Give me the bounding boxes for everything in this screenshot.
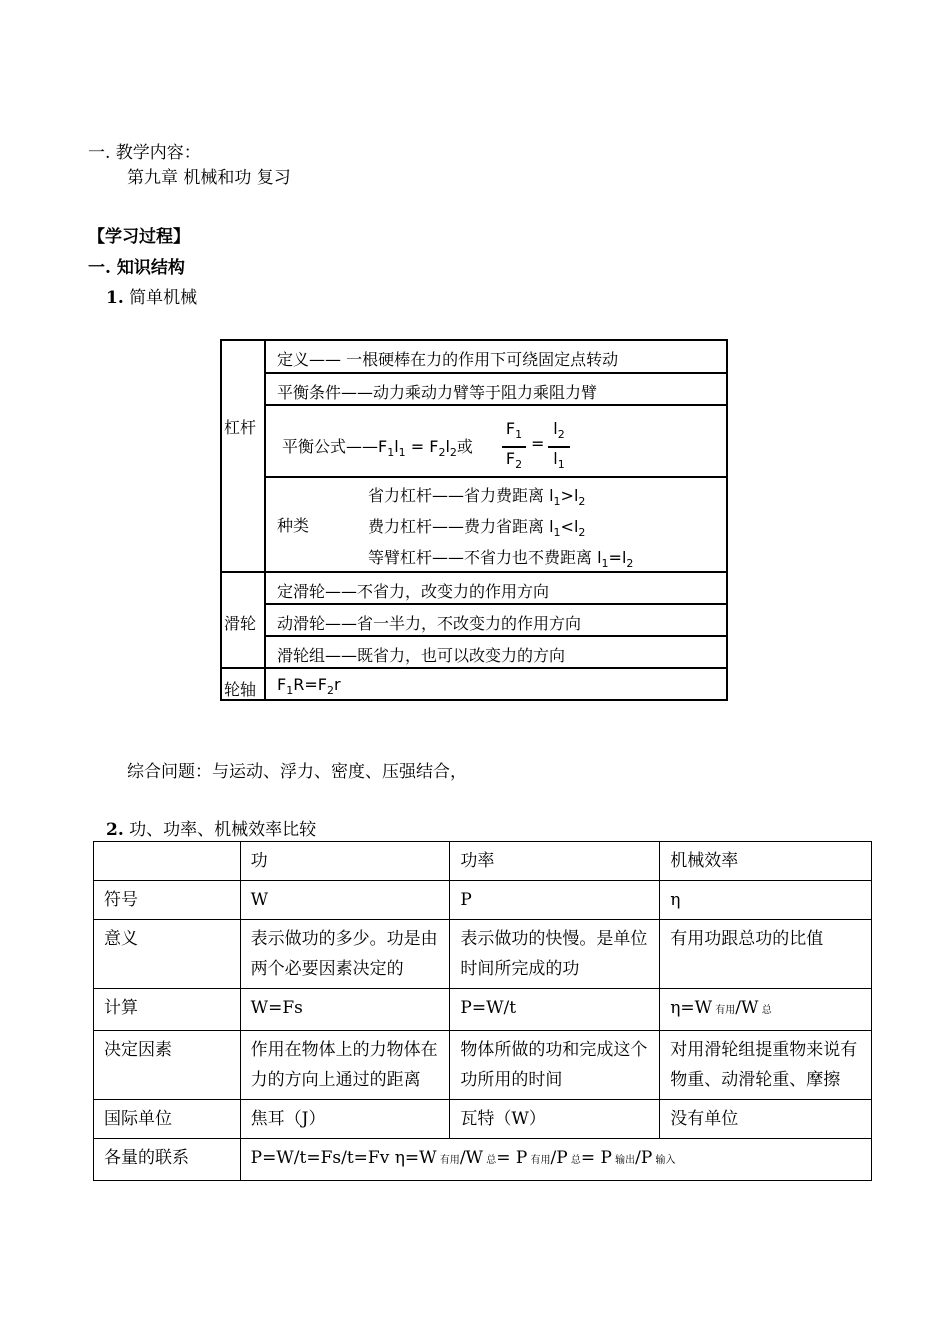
table-cell: 意义	[94, 920, 241, 989]
comparison-heading	[106, 815, 316, 840]
formula-or: 或	[456, 437, 473, 456]
table-cell: P=W/t	[450, 989, 660, 1031]
comparison-number: 2.	[106, 820, 124, 840]
types-label: 种类	[277, 516, 310, 535]
table-row	[94, 920, 872, 989]
simple-machines-title: 简单机械	[129, 288, 198, 308]
balance-formula: 平衡公式$——F_1l_1 = F_2l_2$或	[282, 437, 473, 459]
table-cell: 决定因素	[94, 1031, 241, 1100]
table-header-power: 功率	[450, 842, 660, 881]
section-heading: 一. 教学内容：	[88, 143, 201, 163]
table-row	[94, 842, 872, 881]
comprehensive-note: 综合问题：与运动、浮力、密度、压强结合，	[127, 762, 467, 782]
wheel-axle-label: 轮轴	[224, 680, 257, 699]
pulley-block: 滑轮组——既省力，也可以改变力的方向	[277, 646, 566, 665]
table-cell: W=Fs	[240, 989, 450, 1031]
comparison-table	[93, 841, 872, 1181]
table-row	[94, 1100, 872, 1139]
chapter-line: 第九章 机械和功 复习	[127, 168, 291, 188]
simple-machines-heading	[106, 283, 197, 308]
arm-ratio: $l_2$ $l_1$	[548, 419, 570, 475]
fixed-pulley: 定滑轮——不省力，改变力的作用方向	[277, 582, 550, 601]
lever-type-distance-saving: 费力杠杆——费力省距离 $l_1<l_2$	[368, 517, 586, 539]
simple-machines-figure: 杠杆 定义—— 一根硬棒在力的作用下可绕固定点转动 平衡条件——动力乘动力臂等于阻力乘阻力臂 平衡公式$——F_1l_1 = F_2l_2$或 $F_1$ $F_2$ = $l_2$ $l_1$ 种类 省力杠杆——省力费距离 $l_1>l_2$ 费力杠杆——费力省距离 $l_1<l_2$ 等臂杠杆——不省力也不费距离 $l_1=l_2$ 滑轮 定滑轮——不省力，改变力的作用方向 动滑轮——省一半力，不改变力的作用方向 滑轮组——既省力，也可以改变力的方向 轮轴 $F_1R=F_2r$	[220, 339, 728, 701]
table-cell: 符号	[94, 881, 241, 920]
table-cell: 物体所做的功和完成这个功所用的时间	[450, 1031, 660, 1100]
table-cell: 没有单位	[660, 1100, 872, 1139]
wheel-axle-formula: $F_1R=F_2r$	[277, 675, 341, 697]
lever-type-equal-arm: 等臂杠杆——不省力也不费距离 $l_1=l_2$	[368, 548, 634, 570]
table-cell: 表示做功的多少。功是由两个必要因素决定的	[240, 920, 450, 989]
table-cell: 各量的联系	[94, 1139, 241, 1181]
table-cell: W	[240, 881, 450, 920]
table-cell: 计算	[94, 989, 241, 1031]
table-cell: 对用滑轮组提重物来说有物重、动滑轮重、摩擦	[660, 1031, 872, 1100]
table-cell: 焦耳（J）	[240, 1100, 450, 1139]
table-cell: 作用在物体上的力物体在力的方向上通过的距离	[240, 1031, 450, 1100]
table-row	[94, 989, 872, 1031]
table-cell: 表示做功的快慢。是单位时间所完成的功	[450, 920, 660, 989]
simple-machines-number: 1.	[106, 288, 124, 308]
relation-formula-cell: P=W/t=Fs/t=Fv η=W 有用/W 总= P 有用/P 总= P 输出/P 输入	[240, 1139, 871, 1181]
table-header-work: 功	[240, 842, 450, 881]
force-ratio: $F_1$ $F_2$	[502, 419, 526, 475]
table-row	[94, 881, 872, 920]
table-cell	[94, 842, 241, 881]
study-process-heading: 【学习过程】	[88, 227, 190, 247]
lever-type-force-saving: 省力杠杆——省力费距离 $l_1>l_2$	[368, 486, 586, 508]
comparison-title: 功、功率、机械效率比较	[129, 820, 317, 840]
balance-condition: 平衡条件——动力乘动力臂等于阻力乘阻力臂	[277, 383, 598, 402]
balance-formula-prefix: 平衡公式——F	[282, 437, 388, 456]
pulley-label: 滑轮	[224, 614, 257, 633]
table-header-efficiency: 机械效率	[660, 842, 872, 881]
table-cell-efficiency-formula: η=W 有用/W 总	[660, 989, 872, 1031]
table-cell: 瓦特（W）	[450, 1100, 660, 1139]
table-cell: 有用功跟总功的比值	[660, 920, 872, 989]
table-cell: 国际单位	[94, 1100, 241, 1139]
table-row	[94, 1139, 872, 1181]
lever-definition: 定义—— 一根硬棒在力的作用下可绕固定点转动	[277, 350, 619, 369]
movable-pulley: 动滑轮——省一半力，不改变力的作用方向	[277, 614, 582, 633]
table-cell: P	[450, 881, 660, 920]
table-cell: η	[660, 881, 872, 920]
lever-label: 杠杆	[224, 418, 257, 437]
table-row	[94, 1031, 872, 1100]
knowledge-structure-heading: 一. 知识结构	[88, 258, 185, 278]
